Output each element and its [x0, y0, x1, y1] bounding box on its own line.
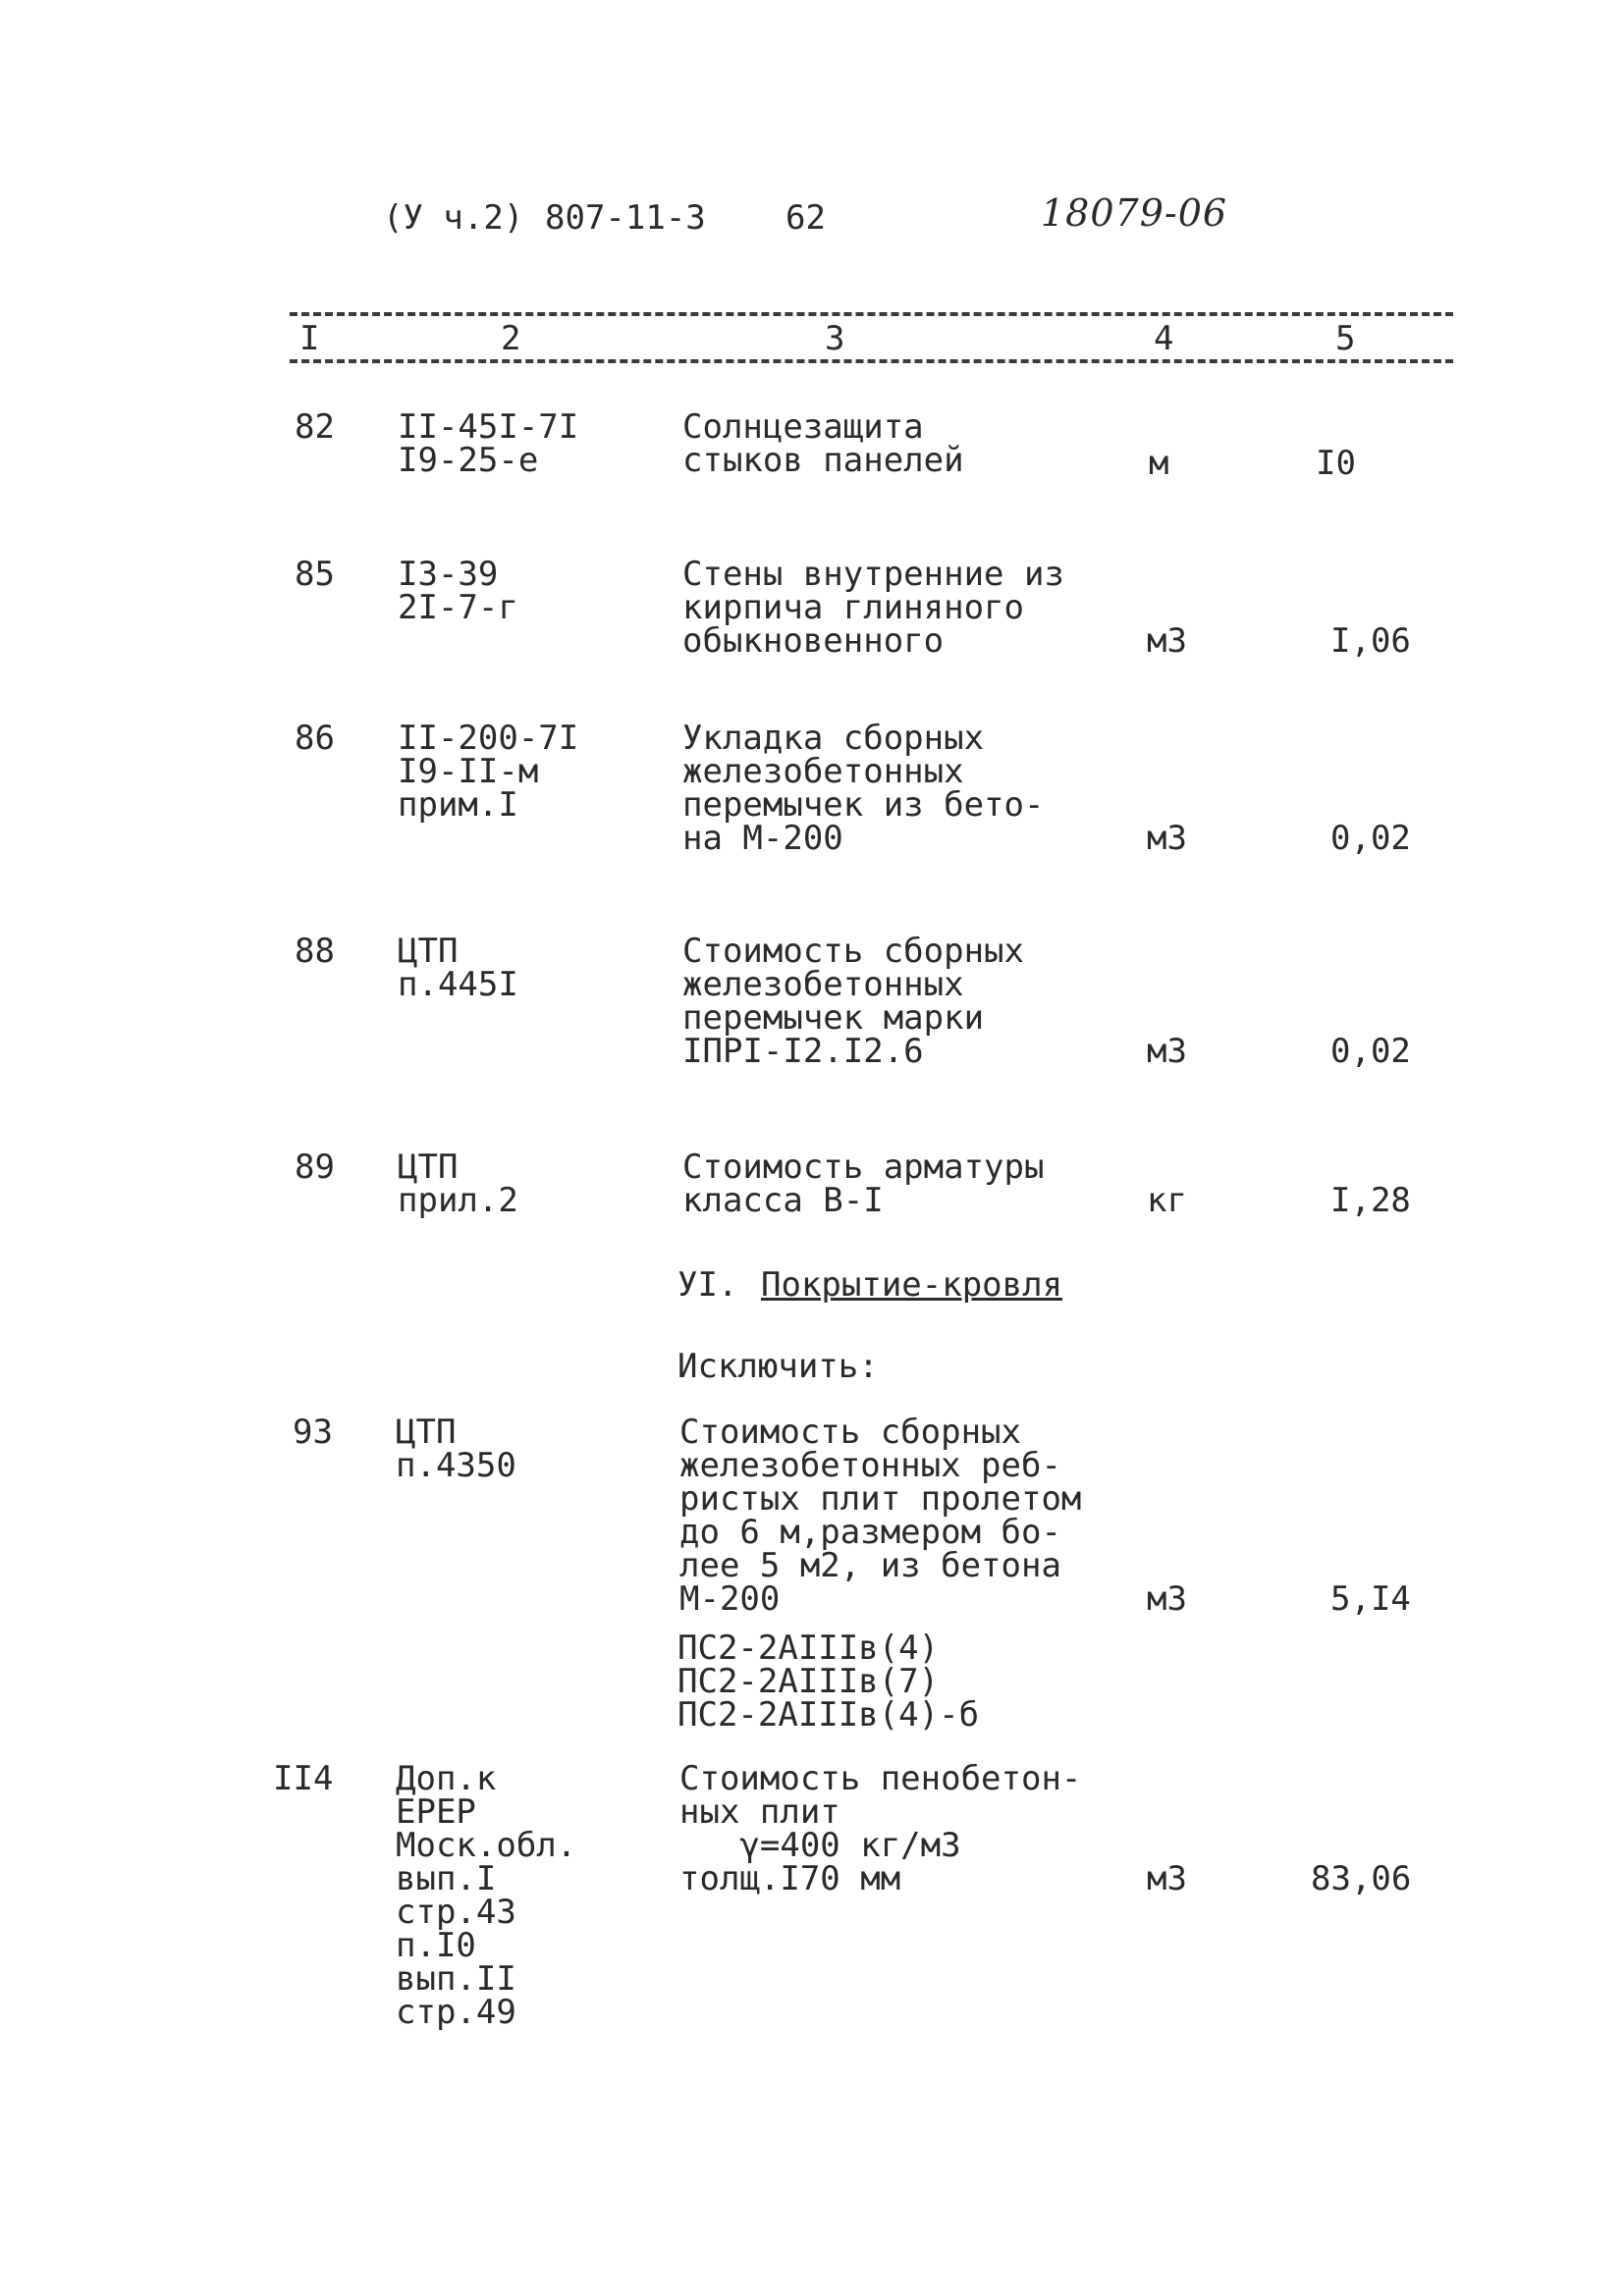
brand-line: ПС2-2АIIIв(7)	[677, 1662, 940, 1701]
row-description-line: железобетонных реб-	[679, 1446, 1061, 1485]
column-number-3: 3	[825, 319, 845, 358]
header-rule-bottom	[290, 359, 1453, 363]
row-number: II4	[273, 1759, 334, 1798]
row-code-line: Доп.к	[396, 1759, 497, 1798]
row-code-line: вып.I	[396, 1859, 497, 1898]
row-description-line: до 6 м,размером бо-	[679, 1513, 1061, 1552]
column-number-1: I	[299, 319, 320, 358]
row-quantity: 0,02	[1330, 1032, 1411, 1071]
row-code-line: II-45I-7I	[398, 407, 579, 447]
row-code-line: п.I0	[396, 1926, 476, 1965]
row-description-line: на М-200	[682, 819, 843, 858]
row-code-line: ЦТП	[398, 932, 459, 971]
row-code-line: ЦТП	[398, 1148, 459, 1187]
row-unit: м	[1149, 444, 1169, 483]
row-number: 85	[295, 555, 335, 594]
column-number-2: 2	[501, 319, 521, 358]
row-description-line: лее 5 м2, из бетона	[679, 1546, 1061, 1585]
row-code-line: стр.49	[396, 1993, 516, 2032]
row-unit: м3	[1147, 621, 1187, 661]
row-unit: м3	[1147, 819, 1187, 858]
row-quantity: 0,02	[1330, 819, 1411, 858]
row-description-line: перемычек из бето-	[682, 785, 1045, 825]
row-description-line: толщ.I70 мм	[679, 1859, 901, 1898]
row-description-line: IПРI-I2.I2.6	[682, 1032, 924, 1071]
row-unit: м3	[1147, 1579, 1187, 1619]
row-code-line: 2I-7-г	[398, 588, 518, 627]
row-code-line: п.445I	[398, 965, 518, 1004]
header-ref: (У ч.2)	[383, 198, 524, 238]
row-code-line: стр.43	[396, 1893, 516, 1932]
row-code-line: ЦТП	[396, 1413, 457, 1452]
row-quantity: I,06	[1330, 621, 1411, 661]
row-description-line: перемычек марки	[682, 998, 985, 1038]
row-code-line: п.4350	[396, 1446, 516, 1485]
exclude-label: Исключить:	[677, 1347, 879, 1386]
row-code-line: ЕРЕР	[396, 1792, 476, 1832]
row-code-line: I9-II-м	[398, 752, 539, 791]
row-quantity: 83,06	[1311, 1859, 1412, 1898]
row-number: 89	[295, 1148, 335, 1187]
row-description-line: М-200	[679, 1579, 781, 1619]
brand-line: ПС2-2АIIIв(4)-б	[677, 1695, 980, 1735]
section-title: Покрытие-кровля	[761, 1265, 1063, 1305]
row-description-line: ристых плит пролетом	[679, 1479, 1082, 1519]
row-description-line: Стоимость арматуры	[682, 1148, 1045, 1187]
row-description-line: γ=400 кг/м3	[679, 1826, 961, 1865]
row-number: 88	[295, 932, 335, 971]
row-code-line: прил.2	[398, 1181, 518, 1220]
row-code-line: прим.I	[398, 785, 518, 825]
row-description-line: Стоимость сборных	[679, 1413, 1021, 1452]
column-number-4: 4	[1154, 319, 1174, 358]
row-description-line: Солнцезащита	[682, 407, 924, 447]
row-number: 82	[295, 407, 335, 447]
row-description-line: стыков панелей	[682, 441, 964, 480]
row-description-line: кирпича глиняного	[682, 588, 1024, 627]
row-code-line: I9-25-е	[398, 441, 539, 480]
row-description-line: Стоимость сборных	[682, 932, 1024, 971]
row-quantity: I,28	[1330, 1181, 1411, 1220]
header-page-number: 62	[785, 198, 826, 238]
row-description-line: Стены внутренние из	[682, 555, 1064, 594]
row-description-line: класса В-I	[682, 1181, 884, 1220]
row-code-line: вып.II	[396, 1959, 516, 1999]
header-rule-top	[290, 312, 1453, 316]
row-description-line: железобетонных	[682, 965, 964, 1004]
row-description-line: Стоимость пенобетон-	[679, 1759, 1082, 1798]
row-description-line: Укладка сборных	[682, 719, 985, 758]
row-description-line: ных плит	[679, 1792, 840, 1832]
row-code-line: I3-39	[398, 555, 499, 594]
row-quantity: I0	[1316, 444, 1356, 483]
row-unit: кг	[1147, 1181, 1187, 1220]
row-quantity: 5,I4	[1330, 1579, 1411, 1619]
section-prefix: УI.	[677, 1265, 738, 1305]
header-doc-number: 18079-06	[1041, 191, 1228, 235]
row-number: 86	[295, 719, 335, 758]
row-unit: м3	[1147, 1032, 1187, 1071]
header-code: 807-11-3	[545, 198, 706, 238]
row-code-line: Моск.обл.	[396, 1826, 577, 1865]
row-unit: м3	[1147, 1859, 1187, 1898]
brand-line: ПС2-2АIIIв(4)	[677, 1629, 940, 1668]
row-number: 93	[293, 1413, 333, 1452]
column-number-5: 5	[1335, 319, 1356, 358]
row-code-line: II-200-7I	[398, 719, 579, 758]
row-description-line: обыкновенного	[682, 621, 945, 661]
row-description-line: железобетонных	[682, 752, 964, 791]
